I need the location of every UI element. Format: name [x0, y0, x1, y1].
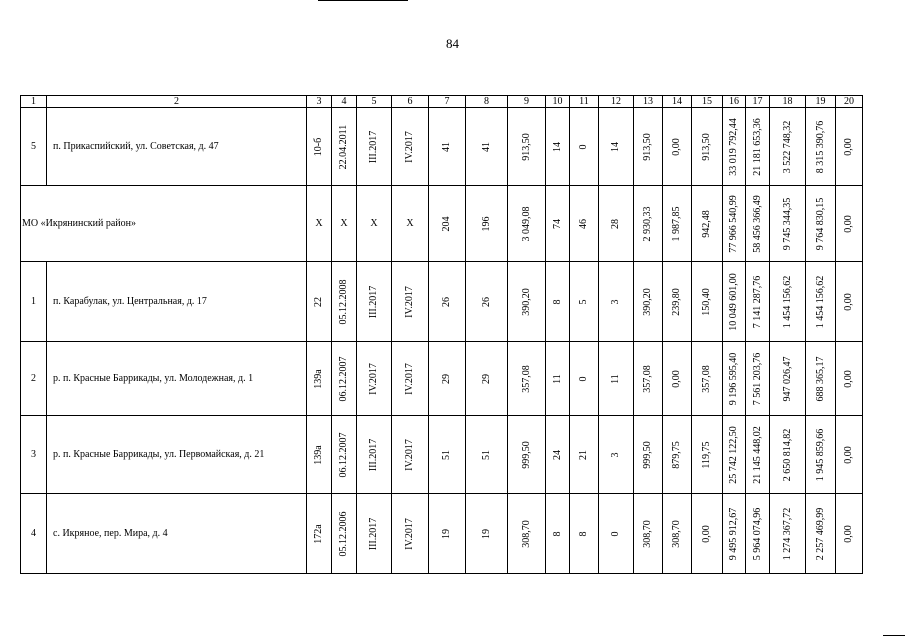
cell-9: 308,70 [508, 494, 546, 574]
cell-9: 357,08 [508, 342, 546, 416]
cell-20: 0,00 [836, 262, 863, 342]
cell-15: 942,48 [692, 186, 723, 262]
cell-8: 26 [466, 262, 508, 342]
cell-12: 11 [599, 342, 634, 416]
cell-4: 05.12.2008 [332, 262, 357, 342]
cell-16: 9 495 912,67 [723, 494, 746, 574]
cell-13: 357,08 [634, 342, 663, 416]
address-cell: р. п. Красные Баррикады, ул. Первомайская, д. 21 [47, 416, 307, 494]
cell-11: 8 [570, 494, 599, 574]
cell-4: 06.12.2007 [332, 342, 357, 416]
header-cell: 1 [21, 96, 47, 108]
cell-20: 0,00 [836, 108, 863, 186]
address-cell: с. Икряное, пер. Мира, д. 4 [47, 494, 307, 574]
cell-4: 05.12.2006 [332, 494, 357, 574]
cell-19: 9 764 830,15 [806, 186, 836, 262]
cell-9: 999,50 [508, 416, 546, 494]
cell-15: 0,00 [692, 494, 723, 574]
cell-17: 7 561 203,76 [746, 342, 770, 416]
cell-15: 150,40 [692, 262, 723, 342]
cell-7: 29 [429, 342, 466, 416]
table-row [21, 262, 863, 342]
cell-15: 913,50 [692, 108, 723, 186]
header-cell: 14 [663, 96, 692, 108]
cell-5: III.2017 [357, 262, 392, 342]
cell-20: 0,00 [836, 342, 863, 416]
cell-3: 10-б [307, 108, 332, 186]
cell-19: 1 945 859,66 [806, 416, 836, 494]
row-number: 1 [21, 262, 47, 342]
cell-14: 308,70 [663, 494, 692, 574]
cell-8: 19 [466, 494, 508, 574]
cell-13: 308,70 [634, 494, 663, 574]
header-cell: 19 [806, 96, 836, 108]
address-cell: р. п. Красные Баррикады, ул. Молодежная, д. 1 [47, 342, 307, 416]
cell-19: 688 365,17 [806, 342, 836, 416]
mo-label: МО «Икрянинский район» [21, 186, 307, 262]
cell-14: 879,75 [663, 416, 692, 494]
mo-total-row [21, 186, 863, 262]
row-number: 5 [21, 108, 47, 186]
cell-20: 0,00 [836, 416, 863, 494]
header-cell: 17 [746, 96, 770, 108]
cell-16: 10 049 601,00 [723, 262, 746, 342]
cell-18: 3 522 748,32 [770, 108, 806, 186]
bottom-rule [883, 635, 905, 636]
cell-3: 139а [307, 342, 332, 416]
header-cell: 5 [357, 96, 392, 108]
address-cell: п. Прикаспийский, ул. Советская, д. 47 [47, 108, 307, 186]
cell-12: 0 [599, 494, 634, 574]
cell-14: 239,80 [663, 262, 692, 342]
cell-14: 1 987,85 [663, 186, 692, 262]
cell-7: 41 [429, 108, 466, 186]
cell-20: 0,00 [836, 494, 863, 574]
cell-13: 2 930,33 [634, 186, 663, 262]
cell-12: 3 [599, 262, 634, 342]
cell-15: 357,08 [692, 342, 723, 416]
table-row [21, 108, 863, 186]
cell-18: 2 650 814,82 [770, 416, 806, 494]
cell-17: 7 141 287,76 [746, 262, 770, 342]
register-table [20, 95, 863, 574]
header-cell: 4 [332, 96, 357, 108]
cell-16: 25 742 122,50 [723, 416, 746, 494]
header-cell: 15 [692, 96, 723, 108]
cell-13: 390,20 [634, 262, 663, 342]
row-number: 3 [21, 416, 47, 494]
cell-8: 29 [466, 342, 508, 416]
cell-19: 8 315 390,76 [806, 108, 836, 186]
cell-12: 28 [599, 186, 634, 262]
cell-18: 1 454 156,62 [770, 262, 806, 342]
cell-17: 58 456 366,49 [746, 186, 770, 262]
cell-13: 913,50 [634, 108, 663, 186]
cell-6: IV.2017 [392, 494, 429, 574]
cell-8: 41 [466, 108, 508, 186]
cell-3: 172а [307, 494, 332, 574]
header-cell: 13 [634, 96, 663, 108]
cell-6: IV.2017 [392, 262, 429, 342]
cell-18: 9 745 344,35 [770, 186, 806, 262]
cell-14: 0,00 [663, 108, 692, 186]
cell-8: 51 [466, 416, 508, 494]
table-row [21, 342, 863, 416]
cell-12: 3 [599, 416, 634, 494]
header-cell: 7 [429, 96, 466, 108]
cell-7: 19 [429, 494, 466, 574]
header-cell: 2 [47, 96, 307, 108]
table-row [21, 494, 863, 574]
cell-10: 74 [546, 186, 570, 262]
cell-5: III.2017 [357, 494, 392, 574]
cell-9: 390,20 [508, 262, 546, 342]
cell-11: 46 [570, 186, 599, 262]
cell-18: 1 274 367,72 [770, 494, 806, 574]
cell-10: 8 [546, 494, 570, 574]
cell-7: 51 [429, 416, 466, 494]
cell-9: 913,50 [508, 108, 546, 186]
cell-13: 999,50 [634, 416, 663, 494]
cell-6: IV.2017 [392, 108, 429, 186]
cell-6: X [392, 186, 429, 262]
cell-11: 5 [570, 262, 599, 342]
cell-19: 2 257 469,99 [806, 494, 836, 574]
cell-10: 11 [546, 342, 570, 416]
header-row [21, 96, 863, 108]
cell-5: IV.2017 [357, 342, 392, 416]
cell-3: 139а [307, 416, 332, 494]
address-cell: п. Карабулак, ул. Центральная, д. 17 [47, 262, 307, 342]
cell-11: 0 [570, 108, 599, 186]
cell-16: 9 196 595,40 [723, 342, 746, 416]
cell-16: 77 966 540,99 [723, 186, 746, 262]
row-number: 4 [21, 494, 47, 574]
cell-9: 3 049,08 [508, 186, 546, 262]
cell-3: 22 [307, 262, 332, 342]
cell-5: III.2017 [357, 108, 392, 186]
cell-7: 26 [429, 262, 466, 342]
header-cell: 6 [392, 96, 429, 108]
cell-11: 0 [570, 342, 599, 416]
cell-17: 5 964 074,96 [746, 494, 770, 574]
cell-20: 0,00 [836, 186, 863, 262]
cell-18: 947 026,47 [770, 342, 806, 416]
header-cell: 20 [836, 96, 863, 108]
row-number: 2 [21, 342, 47, 416]
cell-4: 22.04.2011 [332, 108, 357, 186]
cell-7: 204 [429, 186, 466, 262]
header-cell: 9 [508, 96, 546, 108]
cell-11: 21 [570, 416, 599, 494]
cell-3: X [307, 186, 332, 262]
cell-17: 21 145 448,02 [746, 416, 770, 494]
cell-6: IV.2017 [392, 416, 429, 494]
header-cell: 8 [466, 96, 508, 108]
cell-19: 1 454 156,62 [806, 262, 836, 342]
cell-16: 33 019 792,44 [723, 108, 746, 186]
cell-12: 14 [599, 108, 634, 186]
cell-10: 24 [546, 416, 570, 494]
cell-15: 119,75 [692, 416, 723, 494]
cell-5: III.2017 [357, 416, 392, 494]
header-cell: 10 [546, 96, 570, 108]
header-cell: 11 [570, 96, 599, 108]
cell-8: 196 [466, 186, 508, 262]
cell-17: 21 181 653,36 [746, 108, 770, 186]
cell-6: IV.2017 [392, 342, 429, 416]
header-cell: 12 [599, 96, 634, 108]
cell-14: 0,00 [663, 342, 692, 416]
header-cell: 16 [723, 96, 746, 108]
top-rule [318, 0, 408, 1]
header-cell: 18 [770, 96, 806, 108]
cell-4: 06.12.2007 [332, 416, 357, 494]
cell-10: 8 [546, 262, 570, 342]
cell-5: X [357, 186, 392, 262]
cell-10: 14 [546, 108, 570, 186]
header-cell: 3 [307, 96, 332, 108]
page-number: 84 [446, 36, 459, 51]
cell-4: X [332, 186, 357, 262]
table-row [21, 416, 863, 494]
